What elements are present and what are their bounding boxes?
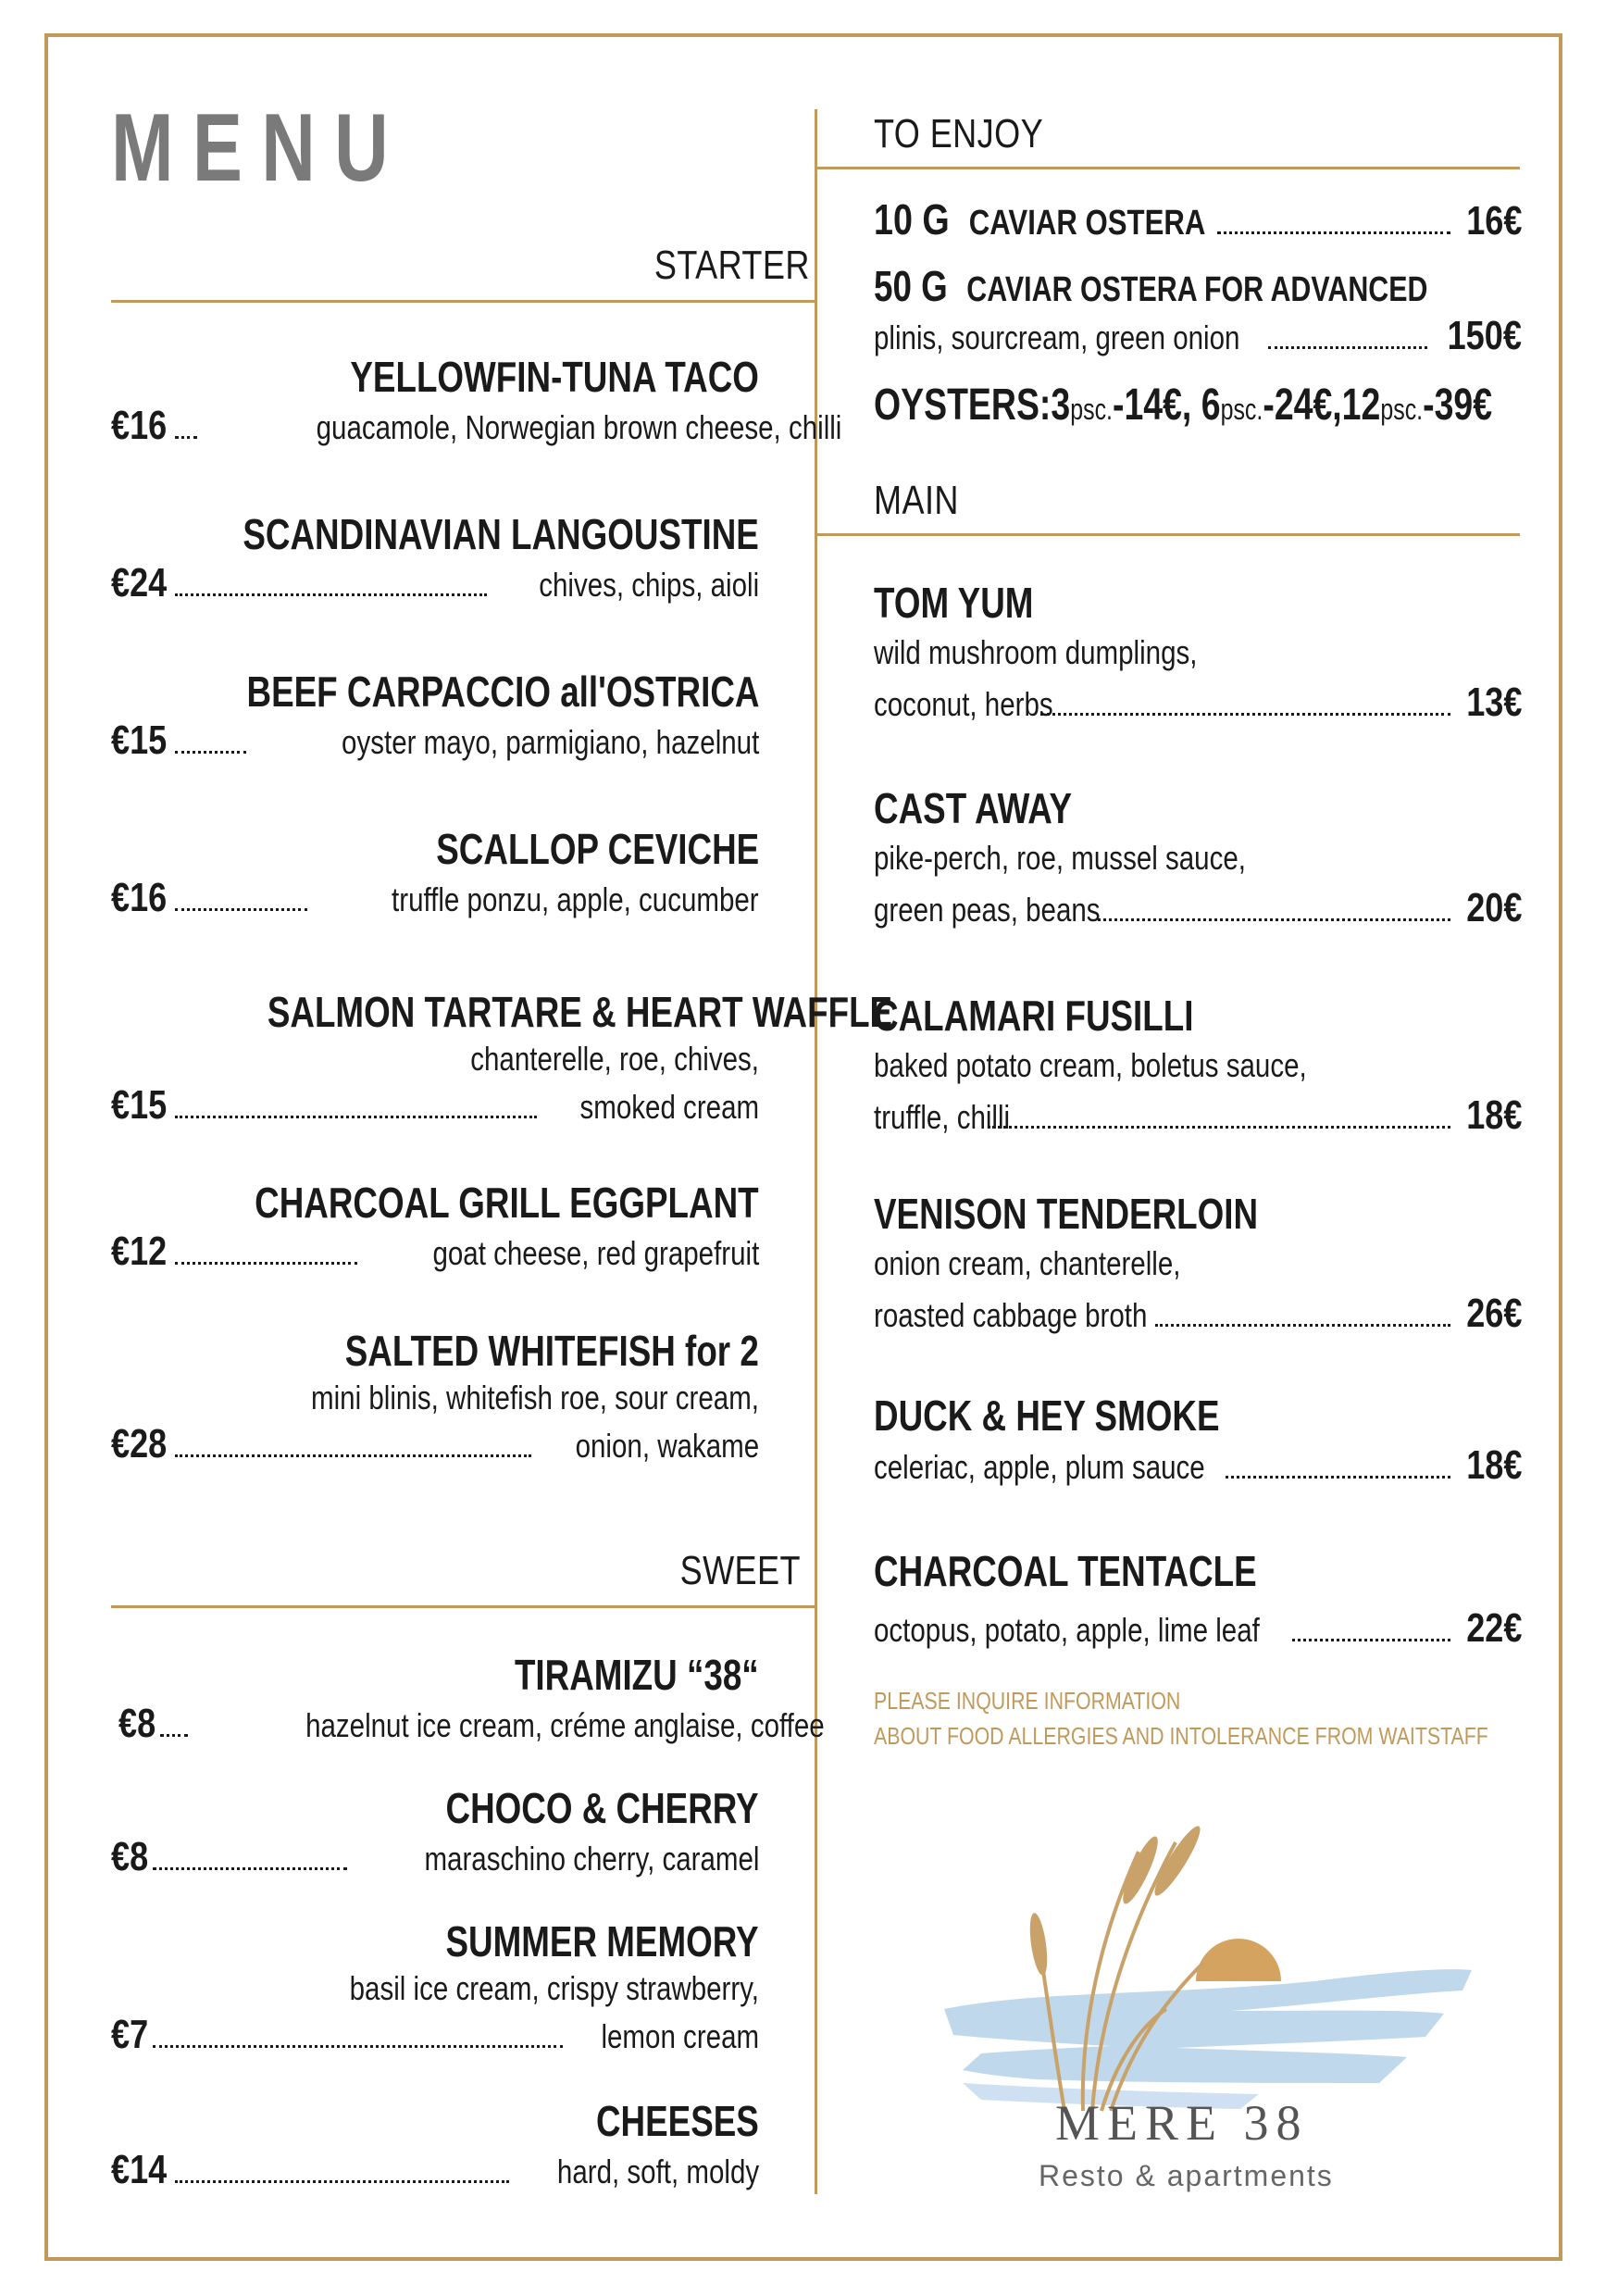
starter-item-3 — [111, 667, 759, 767]
dish-extra: basil ice cream, crispy strawberry, — [349, 1969, 759, 2007]
dish-price: 18€ — [1465, 1442, 1522, 1488]
leader-dots — [1217, 231, 1450, 234]
caviar-qty: 10 G — [874, 195, 950, 243]
caviar-item-2 — [874, 261, 1522, 363]
dish-name: YELLOWFIN-TUNA TACO — [350, 353, 759, 401]
water-brush — [944, 1969, 1472, 2109]
dish-desc: maraschino cherry, caramel — [423, 1840, 759, 1878]
leader-dots — [175, 593, 486, 596]
leader-dots — [1098, 918, 1450, 921]
oysters-qty: 6 — [1201, 381, 1221, 430]
caviar-name: CAVIAR OSTERA — [968, 204, 1206, 243]
main-item-5 — [874, 1391, 1522, 1492]
price-line — [111, 402, 842, 452]
dish-desc: hazelnut ice cream, créme anglaise, coffee — [305, 1706, 825, 1744]
caviar-price: 150€ — [1447, 313, 1522, 358]
dish-price: €24 — [111, 560, 168, 605]
dish-name: CAST AWAY — [874, 784, 1073, 832]
price-line — [874, 678, 1522, 730]
dish-price: 22€ — [1465, 1605, 1522, 1651]
main-item-3 — [874, 991, 1522, 1142]
oysters-unit: psc. — [1220, 393, 1263, 426]
leader-dots — [1226, 1476, 1450, 1479]
price-line — [874, 194, 1522, 248]
price-line — [111, 717, 759, 767]
to-enjoy-rule — [816, 167, 1520, 169]
dish-name: CHEESES — [596, 2097, 759, 2145]
price-line — [874, 1289, 1522, 1341]
dish-desc: octopus, potato, apple, lime leaf — [874, 1611, 1260, 1649]
main-item-6 — [874, 1546, 1522, 1655]
main-item-1 — [874, 578, 1522, 730]
price-line — [111, 559, 759, 609]
caviar-price: 16€ — [1465, 198, 1522, 243]
dish-desc: goat cheese, red grapefruit — [432, 1234, 759, 1272]
sweet-item-1 — [111, 1650, 825, 1750]
caviar-desc: plinis, sourcream, green onion — [874, 318, 1240, 356]
sweet-item-3 — [111, 1916, 759, 2061]
starter-heading: STARTER — [653, 243, 810, 288]
starter-item-5 — [111, 987, 893, 1131]
price-line — [874, 883, 1522, 935]
oysters-price: -39€ — [1423, 381, 1493, 430]
main-rule — [816, 533, 1520, 536]
caviar-line — [874, 261, 1427, 311]
dish-extra: mini blinis, whitefish roe, sour cream, — [311, 1379, 759, 1416]
caviar-qty: 50 G — [874, 262, 948, 310]
main-heading: MAIN — [874, 478, 959, 523]
dish-extra: chanterelle, roe, chives, — [470, 1040, 759, 1078]
dish-name: CHARCOAL GRILL EGGPLANT — [255, 1179, 759, 1227]
dish-desc: onion, wakame — [575, 1427, 759, 1465]
price-line — [874, 1441, 1522, 1492]
dish-name: SCANDINAVIAN LANGOUSTINE — [243, 510, 759, 558]
sun-shape — [1196, 1939, 1281, 1981]
dish-desc: green peas, beans — [874, 891, 1101, 929]
leader-dots — [160, 1734, 188, 1737]
dish-price: 18€ — [1465, 1092, 1522, 1138]
caviar-name: CAVIAR OSTERA FOR ADVANCED — [966, 270, 1428, 309]
leader-dots — [175, 2180, 508, 2183]
dish-name: TOM YUM — [874, 579, 1034, 627]
dish-name: CALAMARI FUSILLI — [874, 992, 1194, 1040]
dish-desc: guacamole, Norwegian brown cheese, chilli — [317, 408, 842, 446]
leader-dots — [1292, 1639, 1450, 1641]
leader-dots — [175, 908, 307, 911]
brand-name: MERE 38 — [1055, 2095, 1309, 2151]
notice-line: ABOUT FOOD ALLERGIES AND INTOLERANCE FROM WAITSTAFF — [874, 1722, 1488, 1750]
dish-price: 13€ — [1465, 680, 1522, 725]
oysters-qty: 3 — [1051, 381, 1071, 430]
starter-item-2 — [111, 509, 759, 609]
allergy-notice — [874, 1683, 1488, 1753]
leader-dots — [1040, 713, 1450, 716]
dish-price: 20€ — [1465, 885, 1522, 930]
dish-name: CHOCO & CHERRY — [445, 1784, 759, 1832]
dish-desc: truffle ponzu, apple, cucumber — [392, 880, 759, 918]
price-line — [111, 1228, 759, 1278]
dish-desc: truffle, chilli — [874, 1098, 1011, 1136]
oysters-unit: psc. — [1380, 393, 1424, 426]
dish-extra: pike-perch, roe, mussel sauce, — [874, 839, 1246, 877]
leader-dots — [153, 2045, 563, 2048]
price-line — [874, 311, 1522, 363]
oysters-price: -24€, — [1263, 381, 1342, 430]
dish-price: €28 — [111, 1421, 168, 1466]
leader-dots — [1155, 1324, 1450, 1327]
dish-price: €15 — [111, 1082, 168, 1128]
dish-name: BEEF CARPACCIO all'OSTRICA — [246, 668, 759, 716]
oysters-unit: psc. — [1070, 393, 1113, 426]
dish-extra: wild mushroom dumplings, — [874, 633, 1198, 671]
leader-dots — [1268, 346, 1427, 349]
leader-dots — [175, 436, 197, 439]
price-line — [111, 1081, 759, 1131]
price-line — [874, 1091, 1522, 1142]
page-title: MENU — [111, 94, 407, 202]
dish-desc: chives, chips, aioli — [539, 566, 759, 604]
oysters-qty: 12 — [1341, 381, 1381, 430]
dish-name: SCALLOP CEVICHE — [436, 825, 759, 873]
dish-extra: baked potato cream, boletus sauce, — [874, 1046, 1307, 1084]
price-line — [111, 2011, 759, 2061]
starter-item-4 — [111, 824, 759, 924]
dish-name: DUCK & HEY SMOKE — [874, 1391, 1220, 1440]
dish-name: VENISON TENDERLOIN — [874, 1190, 1259, 1238]
dish-desc: coconut, herbs — [874, 685, 1053, 723]
caviar-line — [874, 194, 1205, 248]
caviar-item-1 — [874, 194, 1522, 248]
dish-desc: roasted cabbage broth — [874, 1296, 1148, 1334]
dish-name: CHARCOAL TENTACLE — [874, 1547, 1257, 1595]
dish-extra: onion cream, chanterelle, — [874, 1244, 1181, 1282]
dish-price: €12 — [111, 1229, 168, 1274]
dish-price: €15 — [111, 718, 168, 763]
dish-price: €16 — [111, 403, 168, 448]
price-line — [111, 1420, 759, 1470]
dish-name: SALMON TARTARE & HEART WAFFLE — [267, 988, 893, 1036]
dish-name: SALTED WHITEFISH for 2 — [344, 1327, 759, 1375]
notice-line: PLEASE INQUIRE INFORMATION — [874, 1687, 1181, 1715]
sweet-rule — [111, 1605, 815, 1608]
main-item-2 — [874, 783, 1522, 935]
starter-item-1 — [111, 352, 842, 452]
brand-tagline: Resto & apartments — [1039, 2159, 1334, 2192]
price-line — [111, 874, 759, 924]
oysters-line — [874, 380, 1492, 430]
dish-price: 26€ — [1465, 1291, 1522, 1336]
dish-desc: smoked cream — [579, 1088, 759, 1126]
reed-heads — [1027, 1822, 1206, 1977]
oysters-label: OYSTERS: — [874, 381, 1052, 430]
starter-item-6 — [111, 1178, 759, 1278]
oysters-price: -14€, — [1112, 381, 1201, 430]
dish-desc: hard, soft, moldy — [556, 2152, 759, 2190]
price-line — [111, 1833, 759, 1883]
sweet-item-2 — [111, 1783, 759, 1883]
dish-desc: celeriac, apple, plum sauce — [874, 1448, 1205, 1486]
dish-price: €8 — [111, 1834, 149, 1879]
main-item-4 — [874, 1189, 1522, 1341]
sweet-heading: SWEET — [679, 1548, 801, 1593]
dish-desc: oyster mayo, parmigiano, hazelnut — [341, 723, 759, 761]
price-line — [111, 2146, 759, 2196]
dish-price: €16 — [111, 875, 168, 920]
leader-dots — [153, 1867, 347, 1870]
dish-price: €14 — [111, 2147, 168, 2192]
to-enjoy-heading: TO ENJOY — [874, 111, 1044, 156]
leader-dots — [175, 1262, 356, 1265]
sweet-item-4 — [111, 2096, 759, 2196]
leader-dots — [988, 1126, 1450, 1129]
dish-price: €7 — [111, 2012, 149, 2057]
starter-rule — [111, 300, 815, 303]
starter-item-7 — [111, 1326, 759, 1470]
leader-dots — [175, 751, 245, 754]
dish-price: €8 — [118, 1701, 156, 1746]
price-line — [874, 1603, 1522, 1655]
dish-name: SUMMER MEMORY — [445, 1917, 759, 1965]
leader-dots — [175, 1454, 530, 1457]
price-line — [111, 1700, 825, 1750]
leader-dots — [175, 1116, 537, 1118]
dish-name: TIRAMIZU “38“ — [515, 1651, 759, 1699]
dish-desc: lemon cream — [601, 2017, 759, 2055]
